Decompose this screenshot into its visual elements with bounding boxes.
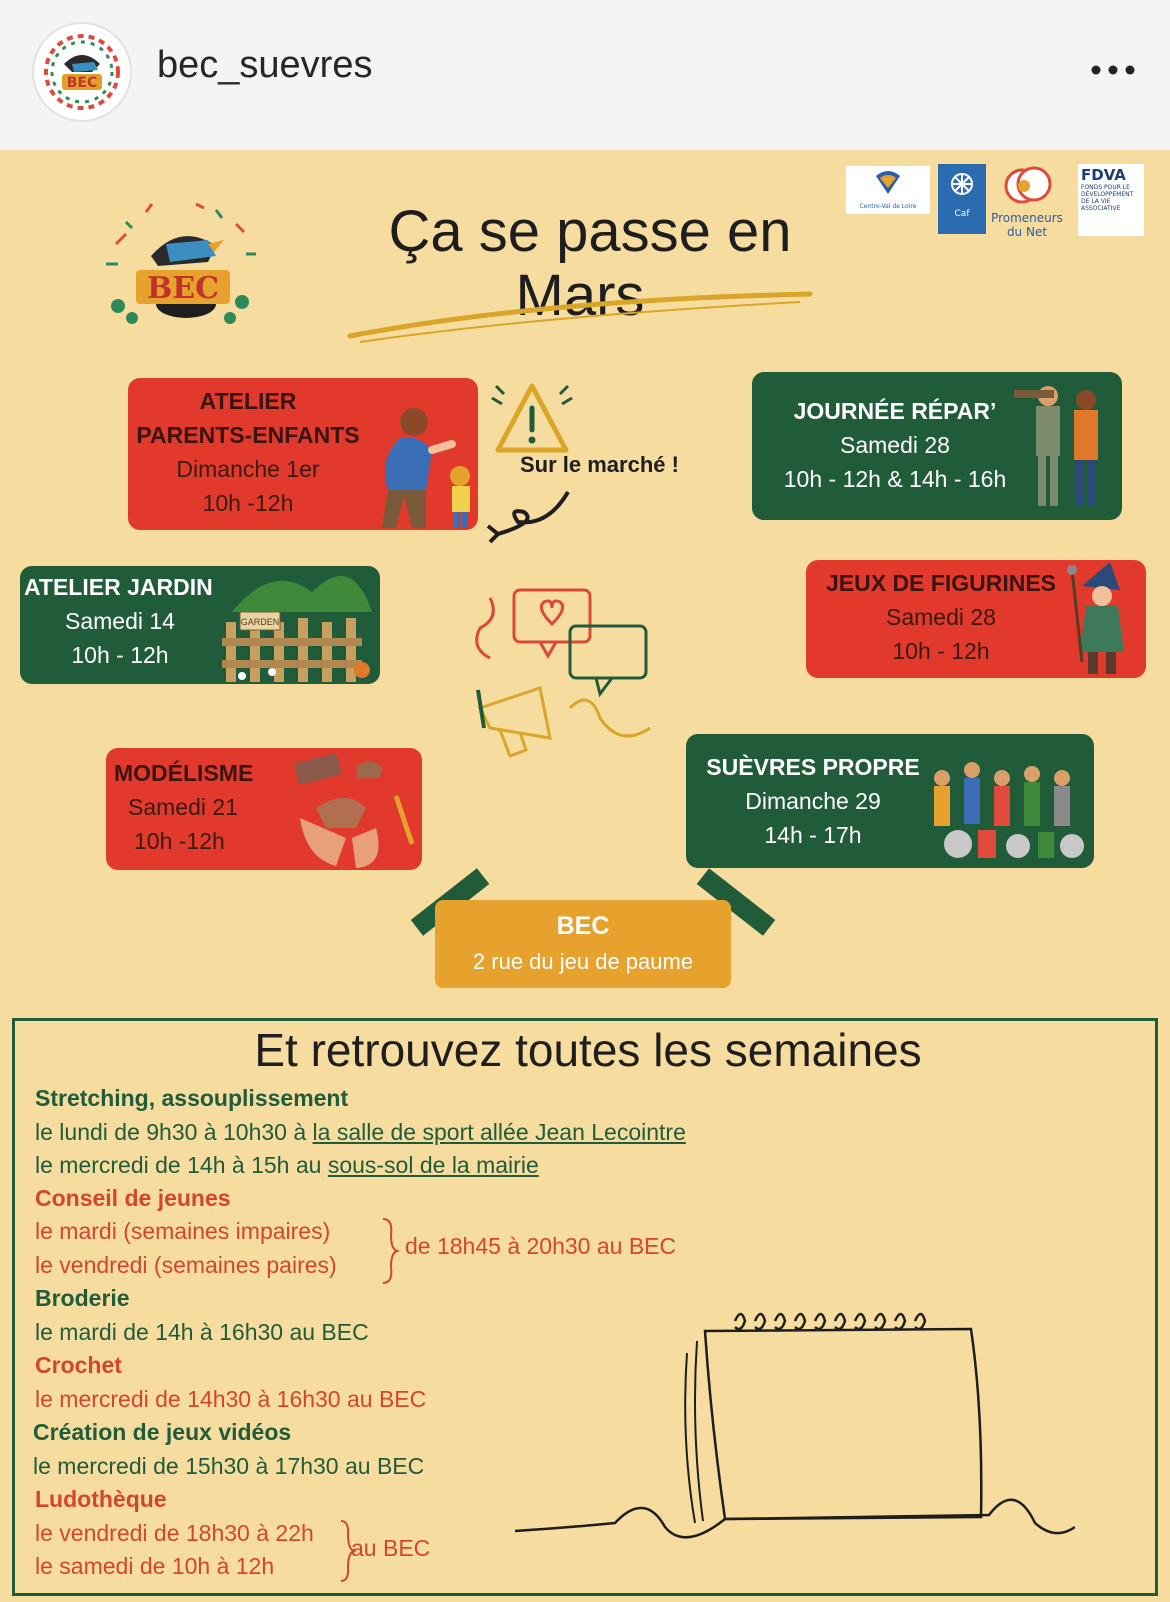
- partner-name-1: Centre-Val de Loire: [859, 203, 917, 210]
- event-date: Dimanche 29: [745, 788, 881, 814]
- event-date: Samedi 28: [886, 604, 996, 630]
- location-link[interactable]: la salle de sport allée Jean Lecointre: [312, 1119, 686, 1145]
- fdva-subtitle: FONDS POUR LE DÉVELOPPEMENT DE LA VIE ASSOCIATIVE: [1081, 184, 1134, 212]
- megaphone-illustration: [470, 578, 670, 778]
- partner-logo-promeneurs: [990, 164, 1064, 238]
- event-title-line1: ATELIER: [199, 388, 297, 414]
- svg-text:Caf: Caf: [954, 209, 970, 219]
- activity-line: [35, 1119, 686, 1146]
- event-title: MODÉLISME: [114, 760, 254, 786]
- activity-line: le mardi (semaines impaires): [35, 1218, 331, 1244]
- repair-workers-illustration: [1008, 376, 1120, 516]
- activity-label-broderie: Broderie: [35, 1285, 130, 1311]
- garden-illustration: [212, 552, 380, 684]
- event-card-jeux-de-figurines[interactable]: [806, 560, 1146, 678]
- activity-label-ludotheque: Ludothèque: [35, 1486, 167, 1512]
- partner-name-promeneurs: Promeneurs du Net: [991, 211, 1063, 239]
- event-card-parents-enfants[interactable]: [128, 378, 478, 530]
- modelisme-illustration: [286, 748, 420, 870]
- avatar-logo-text: BEC: [66, 75, 98, 91]
- brace-icon: [379, 1217, 401, 1285]
- event-title-line2: PARENTS-ENFANTS: [136, 422, 360, 448]
- address-street: 2 rue du jeu de paume: [472, 949, 694, 974]
- event-time: 14h - 17h: [764, 822, 862, 848]
- event-time: 10h -12h: [202, 490, 294, 516]
- post-image: [0, 150, 1170, 1602]
- title-line-1: Ça se passe en: [388, 199, 792, 264]
- post-header: [0, 0, 1170, 148]
- activity-line: le mardi de 14h à 16h30 au BEC: [35, 1319, 369, 1345]
- title-line-2: Mars: [515, 263, 645, 328]
- wizard-figurine-illustration: [1062, 562, 1142, 678]
- more-horizontal-icon[interactable]: [1078, 50, 1148, 90]
- event-card-journee-repar[interactable]: [752, 372, 1122, 520]
- event-card-modelisme[interactable]: [106, 748, 422, 870]
- event-title: JEUX DE FIGURINES: [825, 570, 1057, 596]
- partner-logo-centre-val-de-loire: [846, 166, 930, 214]
- activity-label-stretching: Stretching, assouplissement: [35, 1085, 349, 1111]
- address-name: BEC: [556, 912, 610, 940]
- activity-line: [35, 1152, 539, 1179]
- activity-label-conseil: Conseil de jeunes: [35, 1185, 231, 1211]
- activity-line: le vendredi (semaines paires): [35, 1252, 337, 1278]
- parent-child-illustration: [348, 400, 478, 530]
- activity-hours: de 18h45 à 20h30 au BEC: [405, 1233, 677, 1259]
- activity-line-text: le mercredi de 14h à 15h au: [35, 1152, 328, 1178]
- event-date: Dimanche 1er: [176, 456, 320, 482]
- username[interactable]: bec_suevres: [157, 44, 373, 86]
- event-title: SUÈVRES PROPRE: [706, 754, 920, 780]
- activity-line: le mercredi de 14h30 à 16h30 au BEC: [35, 1386, 427, 1412]
- activity-place: au BEC: [351, 1535, 431, 1561]
- bec-logo: [96, 194, 266, 334]
- partner-logo-caf: [938, 164, 986, 234]
- event-title: JOURNÉE RÉPAR’: [793, 398, 997, 424]
- event-date: Samedi 14: [65, 608, 175, 634]
- garden-sign-text: GARDEN: [240, 617, 280, 627]
- activity-line: le samedi de 10h à 12h: [35, 1553, 275, 1579]
- activity-line-text: le lundi de 9h30 à 10h30 à: [35, 1119, 313, 1145]
- event-time: 10h -12h: [134, 828, 225, 854]
- calendar-illustration: [515, 1291, 1075, 1561]
- weekly-title: Et retrouvez toutes les semaines: [254, 1024, 922, 1076]
- address-box: [435, 900, 731, 988]
- weekly-activities: [12, 1018, 1158, 1596]
- event-date: Samedi 21: [128, 794, 238, 820]
- event-time: 10h - 12h: [71, 642, 169, 668]
- marche-label: Sur le marché !: [520, 452, 679, 477]
- location-link[interactable]: sous-sol de la mairie: [327, 1152, 539, 1178]
- event-card-atelier-jardin[interactable]: [20, 566, 380, 684]
- title-underline: [340, 288, 820, 348]
- bec-logo-text: BEC: [146, 271, 220, 306]
- curved-arrow-icon: [478, 486, 578, 546]
- event-time: 10h - 12h & 14h - 16h: [783, 466, 1007, 492]
- cleanup-crowd-illustration: [922, 748, 1092, 864]
- partner-logo-fdva: [1078, 164, 1144, 236]
- activity-line: le mercredi de 15h30 à 17h30 au BEC: [33, 1453, 425, 1479]
- event-date: Samedi 28: [840, 432, 950, 458]
- profile-avatar[interactable]: [32, 22, 132, 122]
- event-card-suevres-propre[interactable]: [686, 734, 1094, 868]
- fdva-name: FDVA: [1081, 166, 1126, 184]
- activity-label-crochet: Crochet: [35, 1352, 122, 1378]
- activity-label-jeux-videos: Création de jeux vidéos: [33, 1419, 292, 1445]
- event-title: ATELIER JARDIN: [24, 574, 213, 600]
- event-time: 10h - 12h: [892, 638, 990, 664]
- activity-line: le vendredi de 18h30 à 22h: [35, 1520, 314, 1546]
